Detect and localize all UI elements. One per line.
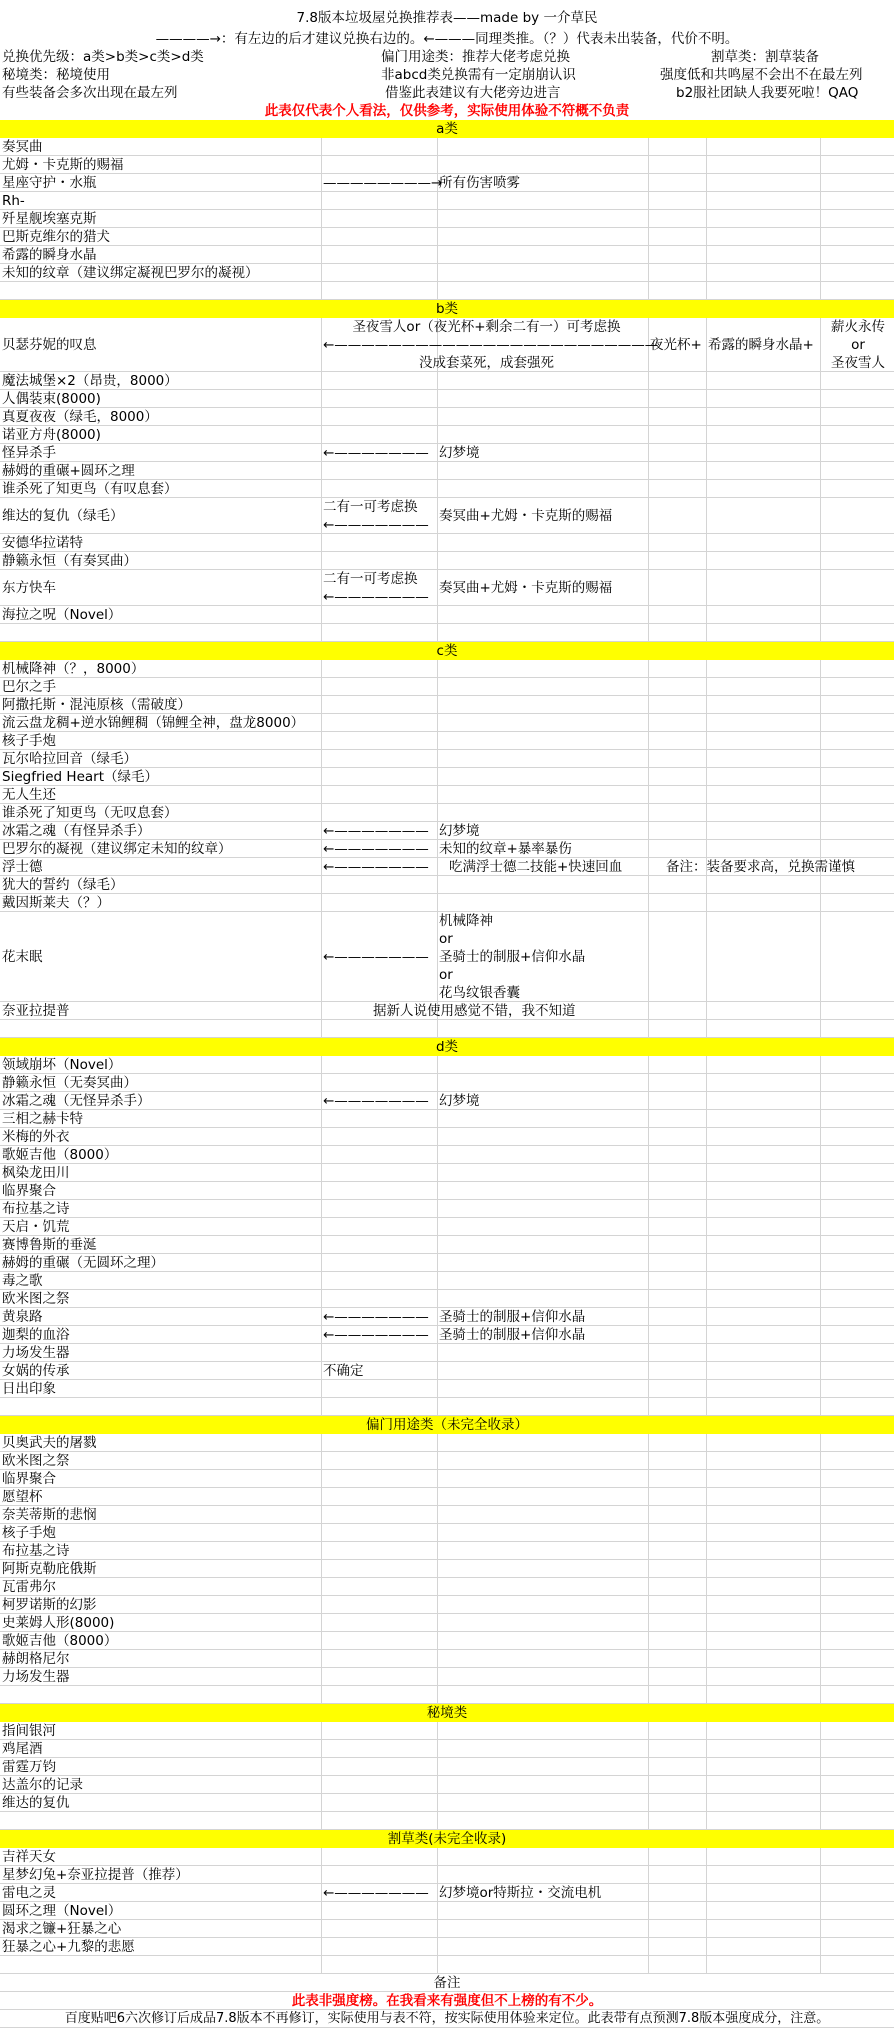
list-item [0,1272,894,1290]
info-reference: 借鉴此表建议有大佬旁边进言 [385,85,561,101]
section-d-label: d类 [435,1039,459,1055]
arrow-left: ←——————— [323,1309,429,1325]
list-item [0,210,894,228]
arrow-left: ←——————— [323,445,429,461]
list-item [0,1776,894,1794]
item-name: 布拉基之诗 [2,1543,70,1559]
arrow-right: ————————→ [323,175,443,191]
list-item [0,1146,894,1164]
list-item [0,1596,894,1614]
item-name: 未知的纹章（建议绑定凝视巴罗尔的凝视） [2,265,259,281]
arrow-left: ←——————— [323,823,429,839]
section-a-label: a类 [436,121,458,137]
item-name: 人偶装束(8000) [2,391,101,407]
item-name: 浮士德 [2,859,43,875]
item-name: 犹大的誓约（绿毛） [2,877,124,893]
arrow-left: ←——————— [323,1885,429,1901]
combo-line: 圣夜雪人or（夜光杯+剩余二有一）可考虑换 [352,319,621,335]
combo-note: 所有伤害喷雾 [439,175,520,191]
item-name: 阿斯克勒庇俄斯 [2,1561,97,1577]
section-header-d [0,1038,894,1056]
item-name: 女娲的传承 [2,1363,70,1379]
combo-note: 不确定 [323,1363,364,1379]
arrow-left: ←——————— [323,859,429,875]
info-odd-use: 偏门用途类：推荐大佬考虑兑换 [381,49,570,65]
list-item [0,552,894,570]
list-item [0,1308,894,1326]
item-name: Rh- [2,193,25,209]
footer-note: 百度贴吧6六次修订后成品7.8版本不再修订，实际使用与表不符，按实际使用体验来定位。此表带有点预测7.8版本强度成分，注意。 [64,2011,830,2026]
item-name: 赫姆的重碾（无圆环之理） [2,1255,164,1271]
list-item [0,1632,894,1650]
list-item [0,1902,894,1920]
list-item [0,1380,894,1398]
list-item [0,732,894,750]
list-item [0,1326,894,1344]
item-name: 魔法城堡×2（昂贵，8000） [2,373,178,389]
legend-text: ————→：有左边的后才建议兑换右边的。←———同理类推。（？）代表未出装备，代价不明。 [155,31,739,47]
item-name: 布拉基之诗 [2,1201,70,1217]
item-name: 巴斯克维尔的猎犬 [2,229,110,245]
spacer-row [0,1686,894,1704]
item-name: 赛博鲁斯的垂涎 [2,1237,97,1253]
item-name: 临界聚合 [2,1183,56,1199]
list-item [0,1254,894,1272]
info-priority: 兑换优先级：a类>b类>c类>d类 [2,49,204,65]
list-item [0,444,894,462]
footer-label-row [0,1974,894,1992]
item-name: 星座守护・水瓶 [2,175,97,191]
info-row-2 [0,66,894,84]
item-name: 花末眠 [2,949,43,965]
list-item [0,318,894,372]
item-name: 柯罗诺斯的幻影 [2,1597,97,1613]
item-name: 真夏夜夜（绿毛，8000） [2,409,158,425]
list-item [0,156,894,174]
item-name: 安德华拉诺特 [2,535,83,551]
item-name: 领域崩坏（Novel） [2,1057,122,1073]
item-name: 天启・饥荒 [2,1219,70,1235]
item-name: 欧米图之祭 [2,1291,70,1307]
combo-note: 据新人说使用感觉不错，我不知道 [373,1003,576,1019]
list-item [0,768,894,786]
item-name: 欧米图之祭 [2,1453,70,1469]
spacer-row [0,624,894,642]
info-row-3 [0,84,894,102]
list-item [0,1668,894,1686]
arrow-left: ←——————— [323,1093,429,1109]
list-item [0,1002,894,1020]
arrow-left: ←——————— [323,517,429,533]
list-item [0,192,894,210]
info-low-strength: 强度低和共鸣屋不会出不在最左列 [660,67,863,83]
item-name: 圆环之理（Novel） [2,1903,122,1919]
combo-line: 圣夜雪人 [831,355,885,371]
item-name: 冰霜之魂（无怪异杀手） [2,1093,151,1109]
item-name: 指间银河 [2,1723,56,1739]
list-item [0,570,894,606]
section-header-b [0,300,894,318]
list-item [0,1164,894,1182]
list-item [0,1848,894,1866]
list-item [0,1074,894,1092]
sheet-title: 7.8版本垃圾屋兑换推荐表——made by 一介草民 [296,10,598,26]
combo-line: 没成套菜死，成套强死 [419,355,554,371]
item-name: 歼星舰埃塞克斯 [2,211,97,227]
list-item [0,264,894,282]
item-name: 诺亚方舟(8000) [2,427,101,443]
combo-note [439,912,585,1002]
info-row-1 [0,48,894,66]
list-item [0,822,894,840]
list-item [0,660,894,678]
spacer-row [0,1398,894,1416]
list-item [0,1344,894,1362]
spacer-row [0,1956,894,1974]
combo-note: 幻梦境 [439,1093,480,1109]
item-name: 核子手炮 [2,733,56,749]
item-name: 海拉之呪（Novel） [2,607,122,623]
info-secret: 秘境类：秘境使用 [2,67,110,83]
combo-note: 未知的纹章+暴率暴伤 [439,841,572,857]
section-c-label: c类 [436,643,458,659]
section-header-c [0,642,894,660]
item-name: 力场发生器 [2,1669,70,1685]
item-name: 瓦雷弗尔 [2,1579,56,1595]
item-name: 黄泉路 [2,1309,43,1325]
combo-line: 圣骑士的制服+信仰水晶 [439,949,586,965]
item-name: 史莱姆人形(8000) [2,1615,115,1631]
item-name: 核子手炮 [2,1525,56,1541]
combo-note: 奏冥曲+尤姆・卡克斯的赐福 [439,580,613,596]
item-name: 赫朗格尼尔 [2,1651,70,1667]
combo-note [323,570,429,606]
item-name: 三相之赫卡特 [2,1111,83,1127]
list-item [0,1506,894,1524]
combo-part: 希露的瞬身水晶+ [708,337,814,353]
footer-warning: 此表非强度榜。在我看来有强度但不上榜的有不少。 [291,1993,603,2009]
footer-label: 备注 [433,1975,461,1991]
list-item [0,1236,894,1254]
list-item [0,1218,894,1236]
title-row [0,0,894,30]
item-name: 渴求之镰+狂暴之心 [2,1921,122,1937]
list-item [0,408,894,426]
item-name: 怪异杀手 [2,445,56,461]
arrow-left: ←——————— [323,949,429,965]
list-item [0,1200,894,1218]
item-name: 巴罗尔的凝视（建议绑定未知的纹章） [2,841,232,857]
footer-note-row [0,2010,894,2028]
combo-note: 幻梦境or特斯拉・交流电机 [439,1885,602,1901]
list-item [0,1434,894,1452]
disclaimer-text: 此表仅代表个人看法，仅供参考，实际使用体验不符概不负责 [264,103,630,119]
list-item [0,840,894,858]
item-name: Siegfried Heart（绿毛） [2,769,158,785]
item-name: 星梦幻兔+奈亚拉提普（推荐） [2,1867,189,1883]
item-name: 谁杀死了知更鸟（有叹息套） [2,481,178,497]
item-name: 奈亚拉提普 [2,1003,70,1019]
list-item [0,390,894,408]
info-non-abcd: 非abcd类兑换需有一定崩崩认识 [381,67,576,83]
list-item [0,912,894,1002]
legend-row [0,30,894,48]
section-header-mow [0,1830,894,1848]
arrow-left: ←——————— [323,841,429,857]
info-multi: 有些装备会多次出现在最左列 [2,85,178,101]
item-name: 迦梨的血浴 [2,1327,70,1343]
combo-line: 机械降神 [439,913,493,929]
section-header-odd [0,1416,894,1434]
combo-note: 幻梦境 [439,823,480,839]
arrow-left: ←———————————————————————— [323,337,659,353]
combo-note: 圣骑士的制服+信仰水晶 [439,1309,586,1325]
spacer-row [0,1812,894,1830]
list-item [0,714,894,732]
combo-note: 幻梦境 [439,445,480,461]
combo-line: or [439,967,453,983]
item-name: 无人生还 [2,787,56,803]
combo-note [323,318,659,372]
list-item [0,228,894,246]
item-name: 临界聚合 [2,1471,56,1487]
remark-note: 备注：装备要求高，兑换需谨慎 [666,859,855,875]
item-name: 维达的复仇 [2,1795,70,1811]
combo-line: 花鸟纹银香囊 [439,985,520,1001]
combo-note: 圣骑士的制服+信仰水晶 [439,1327,586,1343]
list-item [0,1470,894,1488]
item-name: 吉祥天女 [2,1849,56,1865]
list-item [0,426,894,444]
section-b-label: b类 [435,301,459,317]
item-name: 愿望杯 [2,1489,43,1505]
list-item [0,858,894,876]
list-item [0,1290,894,1308]
item-name: 静籁永恒（有奏冥曲） [2,553,137,569]
list-item [0,1614,894,1632]
item-name: 机械降神（？，8000） [2,661,145,677]
item-name: 奏冥曲 [2,139,43,155]
item-name: 维达的复仇（绿毛） [2,508,124,524]
list-item [0,372,894,390]
list-item [0,138,894,156]
arrow-left: ←——————— [323,1327,429,1343]
list-item [0,894,894,912]
item-name: 奈芙蒂斯的悲悯 [2,1507,97,1523]
list-item [0,1182,894,1200]
combo-line: 薪火永传 [831,319,885,335]
section-mow-label: 割草类(未完全收录) [387,1831,507,1847]
item-name: 米梅的外衣 [2,1129,70,1145]
list-item [0,1524,894,1542]
item-name: 狂暴之心+九黎的悲愿 [2,1939,135,1955]
combo-line: 二有一可考虑换 [323,499,418,515]
list-item [0,174,894,192]
list-item [0,1740,894,1758]
item-name: 瓦尔哈拉回音（绿毛） [2,751,137,767]
list-item [0,606,894,624]
section-secret-label: 秘境类 [426,1705,468,1721]
list-item [0,534,894,552]
item-name: 毒之歌 [2,1273,43,1289]
item-name: 力场发生器 [2,1345,70,1361]
arrow-left: ←——————— [323,589,429,605]
combo-line: 二有一可考虑换 [323,571,418,587]
list-item [0,1938,894,1956]
list-item [0,804,894,822]
list-item [0,1056,894,1074]
item-name: 歌姬吉他（8000） [2,1633,118,1649]
list-item [0,1452,894,1470]
combo-part: 夜光杯+ [650,337,702,353]
item-name: 东方快车 [2,580,56,596]
spacer-row [0,1020,894,1038]
list-item [0,750,894,768]
item-name: 静籁永恒（无奏冥曲） [2,1075,137,1091]
info-club: b2服社团缺人我要死啦！QAQ [676,85,859,101]
list-item [0,246,894,264]
combo-note: 奏冥曲+尤姆・卡克斯的赐福 [439,508,613,524]
combo-note [323,498,429,534]
item-name: 戴因斯莱夫（？） [2,895,110,911]
list-item [0,678,894,696]
item-name: 达盖尔的记录 [2,1777,83,1793]
item-name: 阿撒托斯・混沌原核（需破度） [2,697,191,713]
item-name: 日出印象 [2,1381,56,1397]
list-item [0,1542,894,1560]
list-item [0,1866,894,1884]
list-item [0,1650,894,1668]
disclaimer-row [0,102,894,120]
list-item [0,696,894,714]
list-item [0,1110,894,1128]
list-item [0,786,894,804]
item-name: 流云盘龙稠+逆水锦鲤稠（锦鲤全神，盘龙8000） [2,715,305,731]
list-item [0,1488,894,1506]
section-odd-label: 偏门用途类（未完全收录） [366,1417,528,1433]
list-item [0,1920,894,1938]
footer-warn-row [0,1992,894,2010]
list-item [0,1884,894,1902]
combo-note: 吃满浮士德二技能+快速回血 [449,859,623,875]
list-item [0,1578,894,1596]
info-mowing: 割草类：割草装备 [711,49,819,65]
list-item [0,1362,894,1380]
item-name: 雷电之灵 [2,1885,56,1901]
list-item [0,1794,894,1812]
item-name: 贝瑟芬妮的叹息 [2,337,97,353]
item-name: 雷霆万钧 [2,1759,56,1775]
combo-part [822,318,894,372]
item-name: 贝奥武夫的屠戮 [2,1435,97,1451]
item-name: 尤姆・卡克斯的赐福 [2,157,124,173]
item-name: 谁杀死了知更鸟（无叹息套） [2,805,178,821]
combo-line: or [439,931,453,947]
item-name: 冰霜之魂（有怪异杀手） [2,823,151,839]
list-item [0,1092,894,1110]
item-name: 巴尔之手 [2,679,56,695]
section-header-a [0,120,894,138]
list-item [0,1758,894,1776]
list-item [0,498,894,534]
list-item [0,480,894,498]
spacer-row [0,282,894,300]
item-name: 鸡尾酒 [2,1741,43,1757]
section-header-secret [0,1704,894,1722]
list-item [0,1722,894,1740]
item-name: 希露的瞬身水晶 [2,247,97,263]
list-item [0,1128,894,1146]
list-item [0,1560,894,1578]
item-name: 枫染龙田川 [2,1165,70,1181]
item-name: 赫姆的重碾+圆环之理 [2,463,135,479]
list-item [0,876,894,894]
item-name: 歌姬吉他（8000） [2,1147,118,1163]
list-item [0,462,894,480]
combo-line: or [851,337,865,353]
